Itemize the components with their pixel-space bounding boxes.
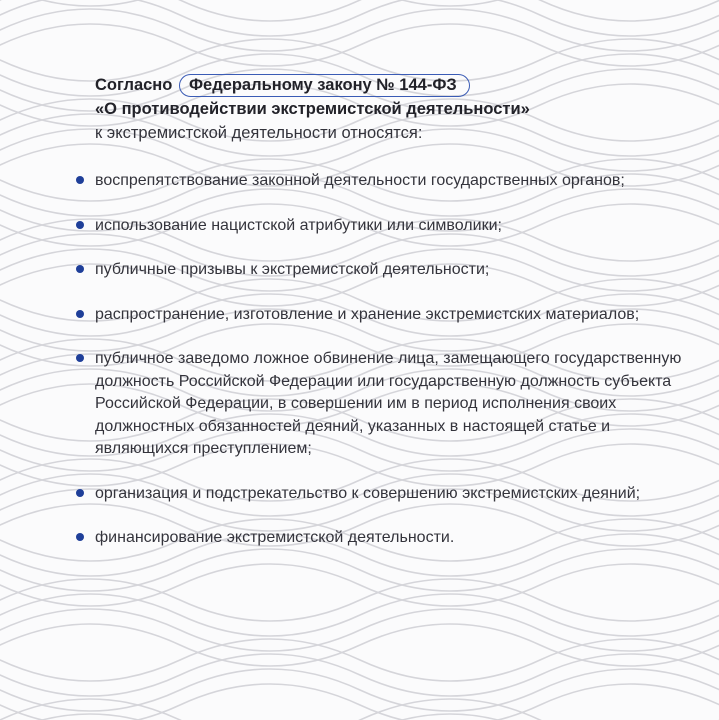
list-item-text: публичное заведомо ложное обвинение лица, замещающего государственную должность Российской Федерации или государственную должность субъекта Российской Федерации, в совершении им в период исполнения своих должностных обязанностей деяний, указанных в настоящей статье и являющихся преступлением; [95,350,682,457]
intro-prefix: Согласно [95,76,173,94]
wave-line [0,714,719,720]
bullet-dot-icon [76,489,84,497]
list-item-text: публичные призывы к экстремистской деятельности; [95,261,490,278]
list-item-text: воспрепятствование законной деятельности государственных органов; [95,172,625,189]
main-content [95,72,685,546]
bullet-dot-icon [76,310,84,318]
list-item [95,304,685,327]
activities-list [95,170,685,572]
list-item-text: распространение, изготовление и хранение экстремистских материалов; [95,305,640,323]
list-item [95,170,685,193]
list-item-text: финансирование экстремистской деятельности. [95,529,455,546]
intro-paragraph [95,73,685,145]
intro-continuation: к экстремистской деятельности относятся: [95,124,423,142]
bullet-dot-icon [76,176,84,184]
intro-line-1 [95,73,685,97]
bullet-dot-icon [76,533,84,541]
bullet-dot-icon [76,354,84,362]
list-item [95,483,685,506]
list-item [95,348,685,461]
list-item [95,259,685,282]
list-item [95,215,685,238]
bullet-dot-icon [76,221,84,229]
law-title: «О противодействии экстремистской деятельности» [95,100,530,118]
list-item [95,527,685,550]
list-item-text: организация и подстрекательство к совершению экстремистских деяний; [95,484,641,502]
law-name-badge: Федеральному закону № 144-ФЗ [179,74,470,97]
list-item-text: использование нацистской атрибутики или символики; [95,216,502,234]
bullet-dot-icon [76,265,84,273]
